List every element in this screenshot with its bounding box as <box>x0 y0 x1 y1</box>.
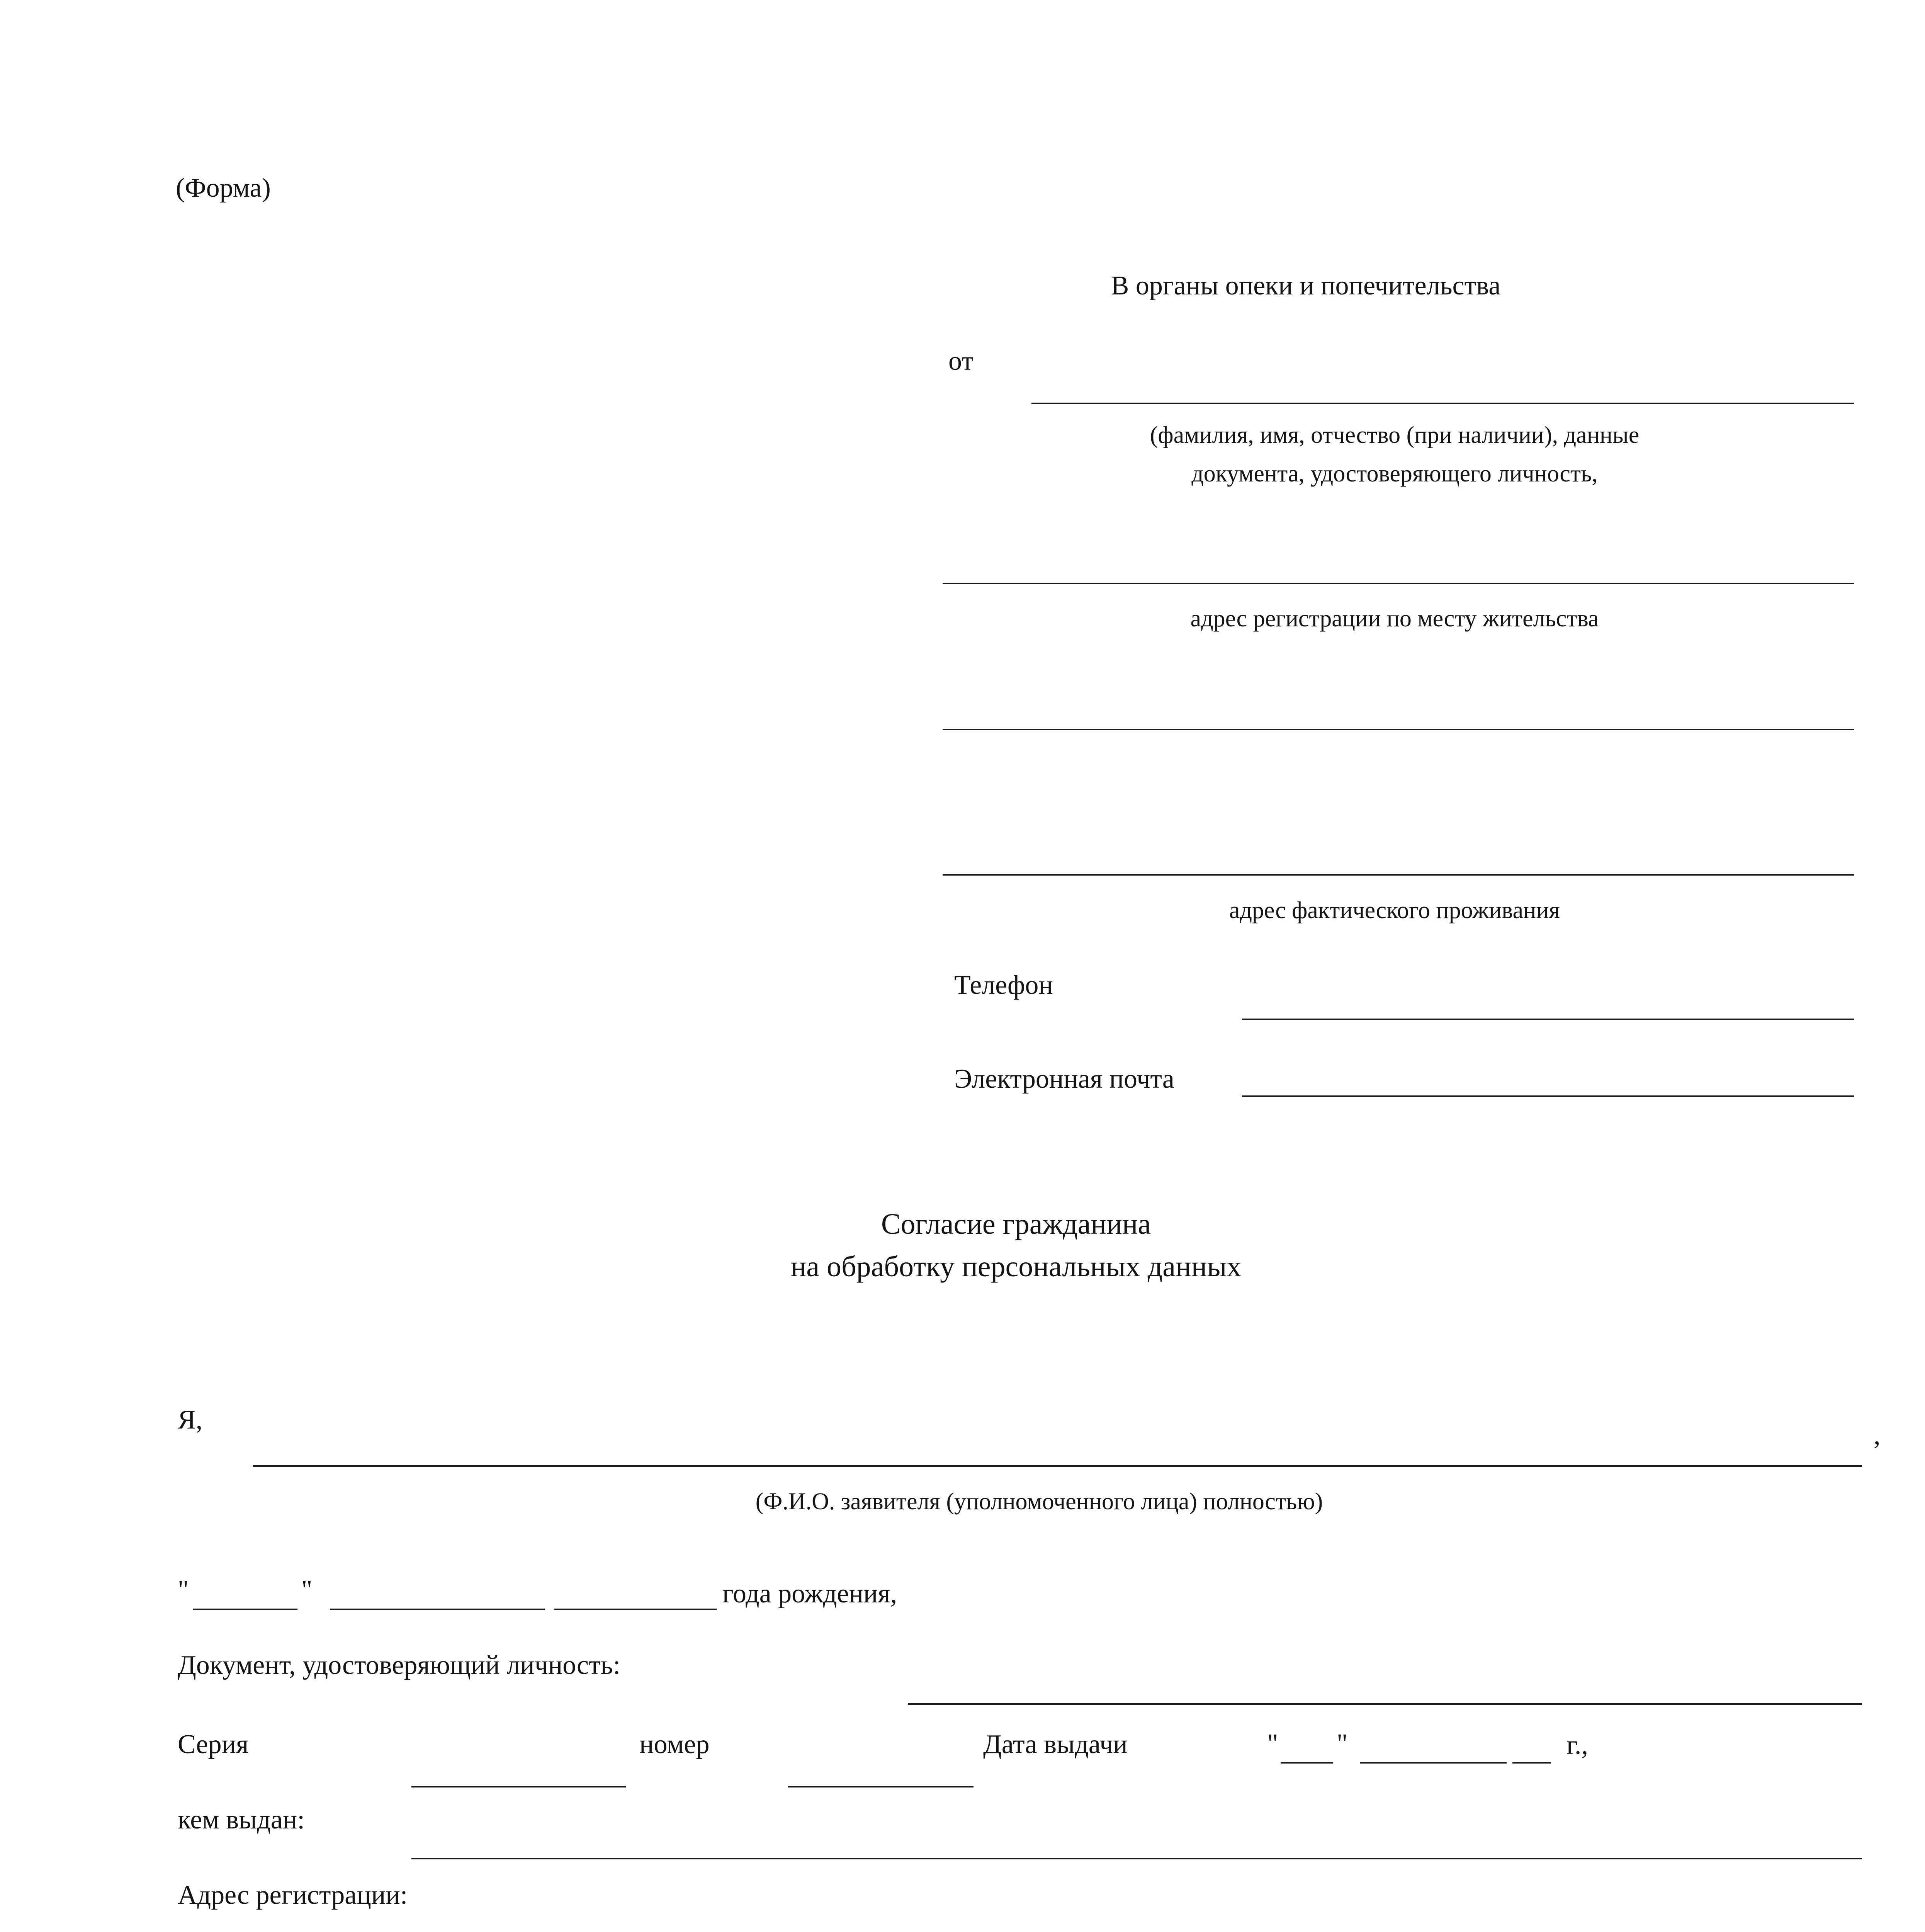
number-field[interactable] <box>788 1786 974 1787</box>
issue-quote-close: " <box>1337 1729 1348 1759</box>
id-document-field[interactable] <box>943 583 1854 584</box>
applicant-fio-field[interactable] <box>253 1465 1862 1467</box>
applicant-fio-hint: (Ф.И.О. заявителя (уполномоченного лица) полностью) <box>755 1488 1323 1515</box>
birth-day-field[interactable] <box>193 1609 297 1610</box>
number-label: номер <box>639 1730 710 1759</box>
heading-line2: на обработку персональных данных <box>790 1250 1242 1283</box>
email-field[interactable] <box>1242 1095 1854 1097</box>
form-label: (Форма) <box>176 173 271 203</box>
fio-hint-line1: (фамилия, имя, отчество (при наличии), данные <box>1150 422 1640 448</box>
issue-quote-open: " <box>1267 1729 1278 1759</box>
from-label: от <box>948 346 974 376</box>
email-label: Электронная почта <box>954 1064 1174 1094</box>
actual-address-field[interactable] <box>943 874 1854 876</box>
heading-line1: Согласие гражданина <box>881 1208 1151 1240</box>
actual-address-hint: адрес фактического проживания <box>1229 897 1560 923</box>
i-label: Я, <box>178 1405 203 1435</box>
birth-label: года рождения, <box>722 1579 897 1609</box>
issue-date-label: Дата выдачи <box>983 1730 1128 1759</box>
fio-comma: , <box>1874 1420 1881 1450</box>
reg-address-label: Адрес регистрации: <box>178 1880 408 1910</box>
reg-address-hint: адрес регистрации по месту жительства <box>1190 605 1599 632</box>
id-doc-field[interactable] <box>908 1703 1862 1705</box>
phone-field[interactable] <box>1242 1019 1854 1020</box>
birth-year-field[interactable] <box>554 1609 717 1610</box>
phone-label: Телефон <box>954 970 1053 1000</box>
series-field[interactable] <box>411 1786 626 1787</box>
fio-hint-line2: документа, удостоверяющего личность, <box>1191 461 1598 487</box>
id-doc-label: Документ, удостоверяющий личность: <box>178 1650 621 1680</box>
birth-quote-open: " <box>178 1575 189 1605</box>
addressee-title: В органы опеки и попечительства <box>1111 271 1501 301</box>
from-fio-field[interactable] <box>1031 403 1854 404</box>
series-label: Серия <box>178 1730 249 1759</box>
birth-month-field[interactable] <box>330 1609 545 1610</box>
issue-month-field[interactable] <box>1360 1762 1507 1764</box>
issue-year-suffix: г., <box>1567 1730 1588 1760</box>
reg-address-field[interactable] <box>943 729 1854 730</box>
issued-by-field[interactable] <box>411 1858 1862 1859</box>
issue-day-field[interactable] <box>1281 1762 1333 1764</box>
birth-quote-close: " <box>301 1575 313 1605</box>
issue-year-field[interactable] <box>1512 1762 1551 1764</box>
issued-by-label: кем выдан: <box>178 1805 305 1835</box>
